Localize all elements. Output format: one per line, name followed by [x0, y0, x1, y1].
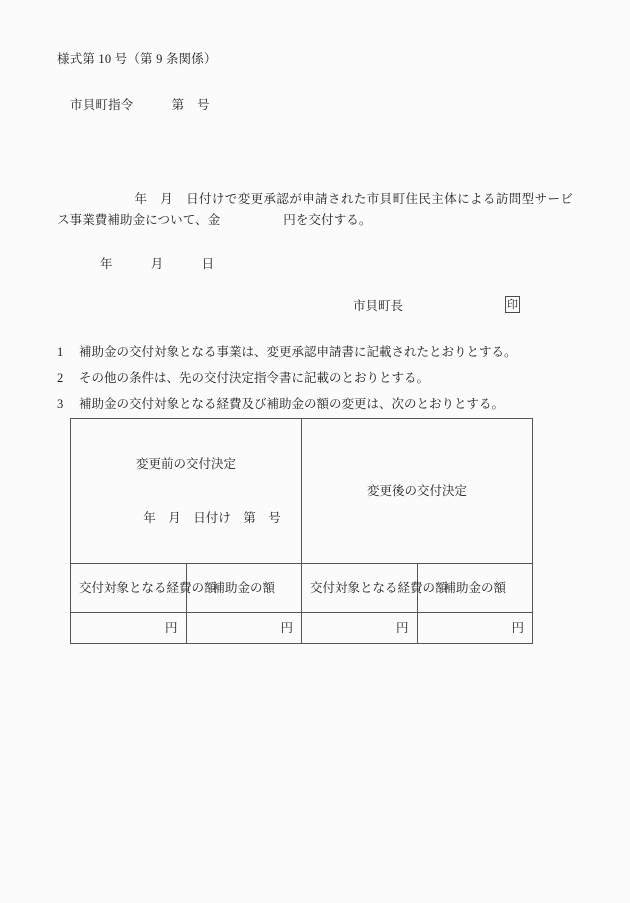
- column-header-expense-before: 交付対象となる経費の額: [71, 564, 187, 613]
- table-column-header-row: [71, 564, 533, 613]
- group-header-after-title: 変更後の交付決定: [366, 484, 467, 498]
- clause-text: その他の条件は、先の交付決定指令書に記載のとおりとする。: [79, 371, 430, 385]
- table-group-header-row: [71, 419, 533, 564]
- signatory-title: 市貝町長: [353, 299, 404, 313]
- table-row: [71, 613, 533, 644]
- value-expense-after[interactable]: 円: [302, 613, 418, 644]
- column-header-expense-after: 交付対象となる経費の額: [302, 564, 418, 613]
- seal-stamp-box: 印: [505, 296, 520, 313]
- group-header-before: [71, 419, 302, 564]
- value-expense-before[interactable]: 円: [71, 613, 187, 644]
- value-subsidy-before[interactable]: 円: [186, 613, 302, 644]
- clause-number: 3: [57, 397, 64, 411]
- issue-date-line: 年 月 日: [100, 257, 215, 271]
- signature-row: [353, 296, 533, 320]
- form-number: 様式第 10 号（第 9 条関係）: [57, 52, 217, 66]
- clause-number: 1: [57, 345, 64, 359]
- clause-text: 補助金の交付対象となる事業は、変更承認申請書に記載されたとおりとする。: [79, 345, 517, 359]
- clause-item: [57, 395, 557, 413]
- grant-change-table: [70, 418, 533, 644]
- directive-number-line: 市貝町指令 第 号: [70, 98, 210, 112]
- clause-text: 補助金の交付対象となる経費及び補助金の額の変更は、次のとおりとする。: [79, 397, 505, 411]
- body-paragraph: 年 月 日付けで変更承認が申請された市貝町住民主体による訪問型サービス事業費補助金について、金 円を交付する。: [57, 192, 573, 227]
- clause-number: 2: [57, 371, 64, 385]
- clause-list: [57, 343, 557, 421]
- column-header-subsidy-after: 補助金の額: [417, 564, 533, 613]
- group-header-before-subtitle: 年 月 日付け 第 号: [143, 511, 281, 525]
- clause-item: [57, 343, 557, 361]
- column-header-subsidy-before: 補助金の額: [186, 564, 302, 613]
- clause-item: [57, 369, 557, 387]
- value-subsidy-after[interactable]: 円: [417, 613, 533, 644]
- group-header-after: [302, 419, 533, 564]
- group-header-before-title: 変更前の交付決定: [135, 457, 236, 471]
